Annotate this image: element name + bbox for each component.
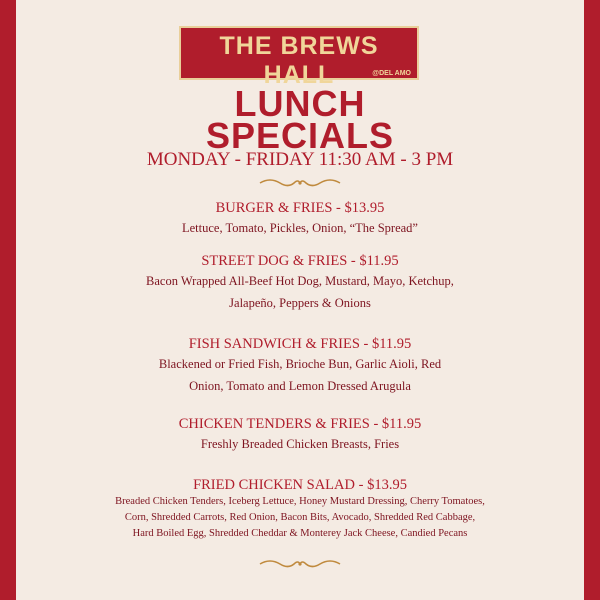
item-description: Blackened or Fried Fish, Brioche Bun, Garlic Aioli, Red Onion, Tomato and Lemon Dressed Arugula	[158, 357, 442, 393]
heading-lunch: LUNCH	[234, 83, 366, 124]
ornament-divider-bottom	[258, 557, 342, 571]
item-title: BURGER & FRIES - $13.95	[215, 200, 385, 216]
hours-text: MONDAY - FRIDAY 11:30 AM - 3 PM	[146, 149, 454, 170]
menu-item-fish-sandwich	[0, 335, 600, 397]
item-title: FRIED CHICKEN SALAD - $13.95	[193, 477, 407, 493]
menu-item-street-dog	[0, 252, 600, 314]
item-title: CHICKEN TENDERS & FRIES - $11.95	[178, 416, 422, 432]
item-title: FISH SANDWICH & FRIES - $11.95	[188, 336, 412, 352]
item-description: Freshly Breaded Chicken Breasts, Fries	[200, 437, 400, 451]
menu-item-fried-chicken-salad	[0, 476, 600, 542]
brews-hall-logo	[179, 26, 419, 89]
ornament-divider-top	[258, 176, 342, 190]
item-description: Bacon Wrapped All-Beef Hot Dog, Mustard, Mayo, Ketchup, Jalapeño, Peppers & Onions	[146, 274, 454, 310]
item-description: Lettuce, Tomato, Pickles, Onion, “The Spread”	[182, 221, 418, 235]
menu-item-chicken-tenders	[0, 415, 600, 455]
menu-item-burger	[0, 199, 600, 239]
item-description: Breaded Chicken Tenders, Iceberg Lettuce, Honey Mustard Dressing, Cherry Tomatoes, Corn, Shredded Carrots, Red Onion, Bacon Bits, Avocado, Shredded Red Cabbage, Hard Boiled Egg, Shredded Cheddar & Monterey Jack Cheese, Candied Pecans	[115, 496, 485, 539]
heading-specials: SPECIALS	[205, 115, 395, 156]
item-title: STREET DOG & FRIES - $11.95	[201, 253, 399, 269]
logo-subtitle: @DEL AMO	[372, 70, 411, 77]
logo-name: THE BREWS HALL	[219, 32, 379, 89]
